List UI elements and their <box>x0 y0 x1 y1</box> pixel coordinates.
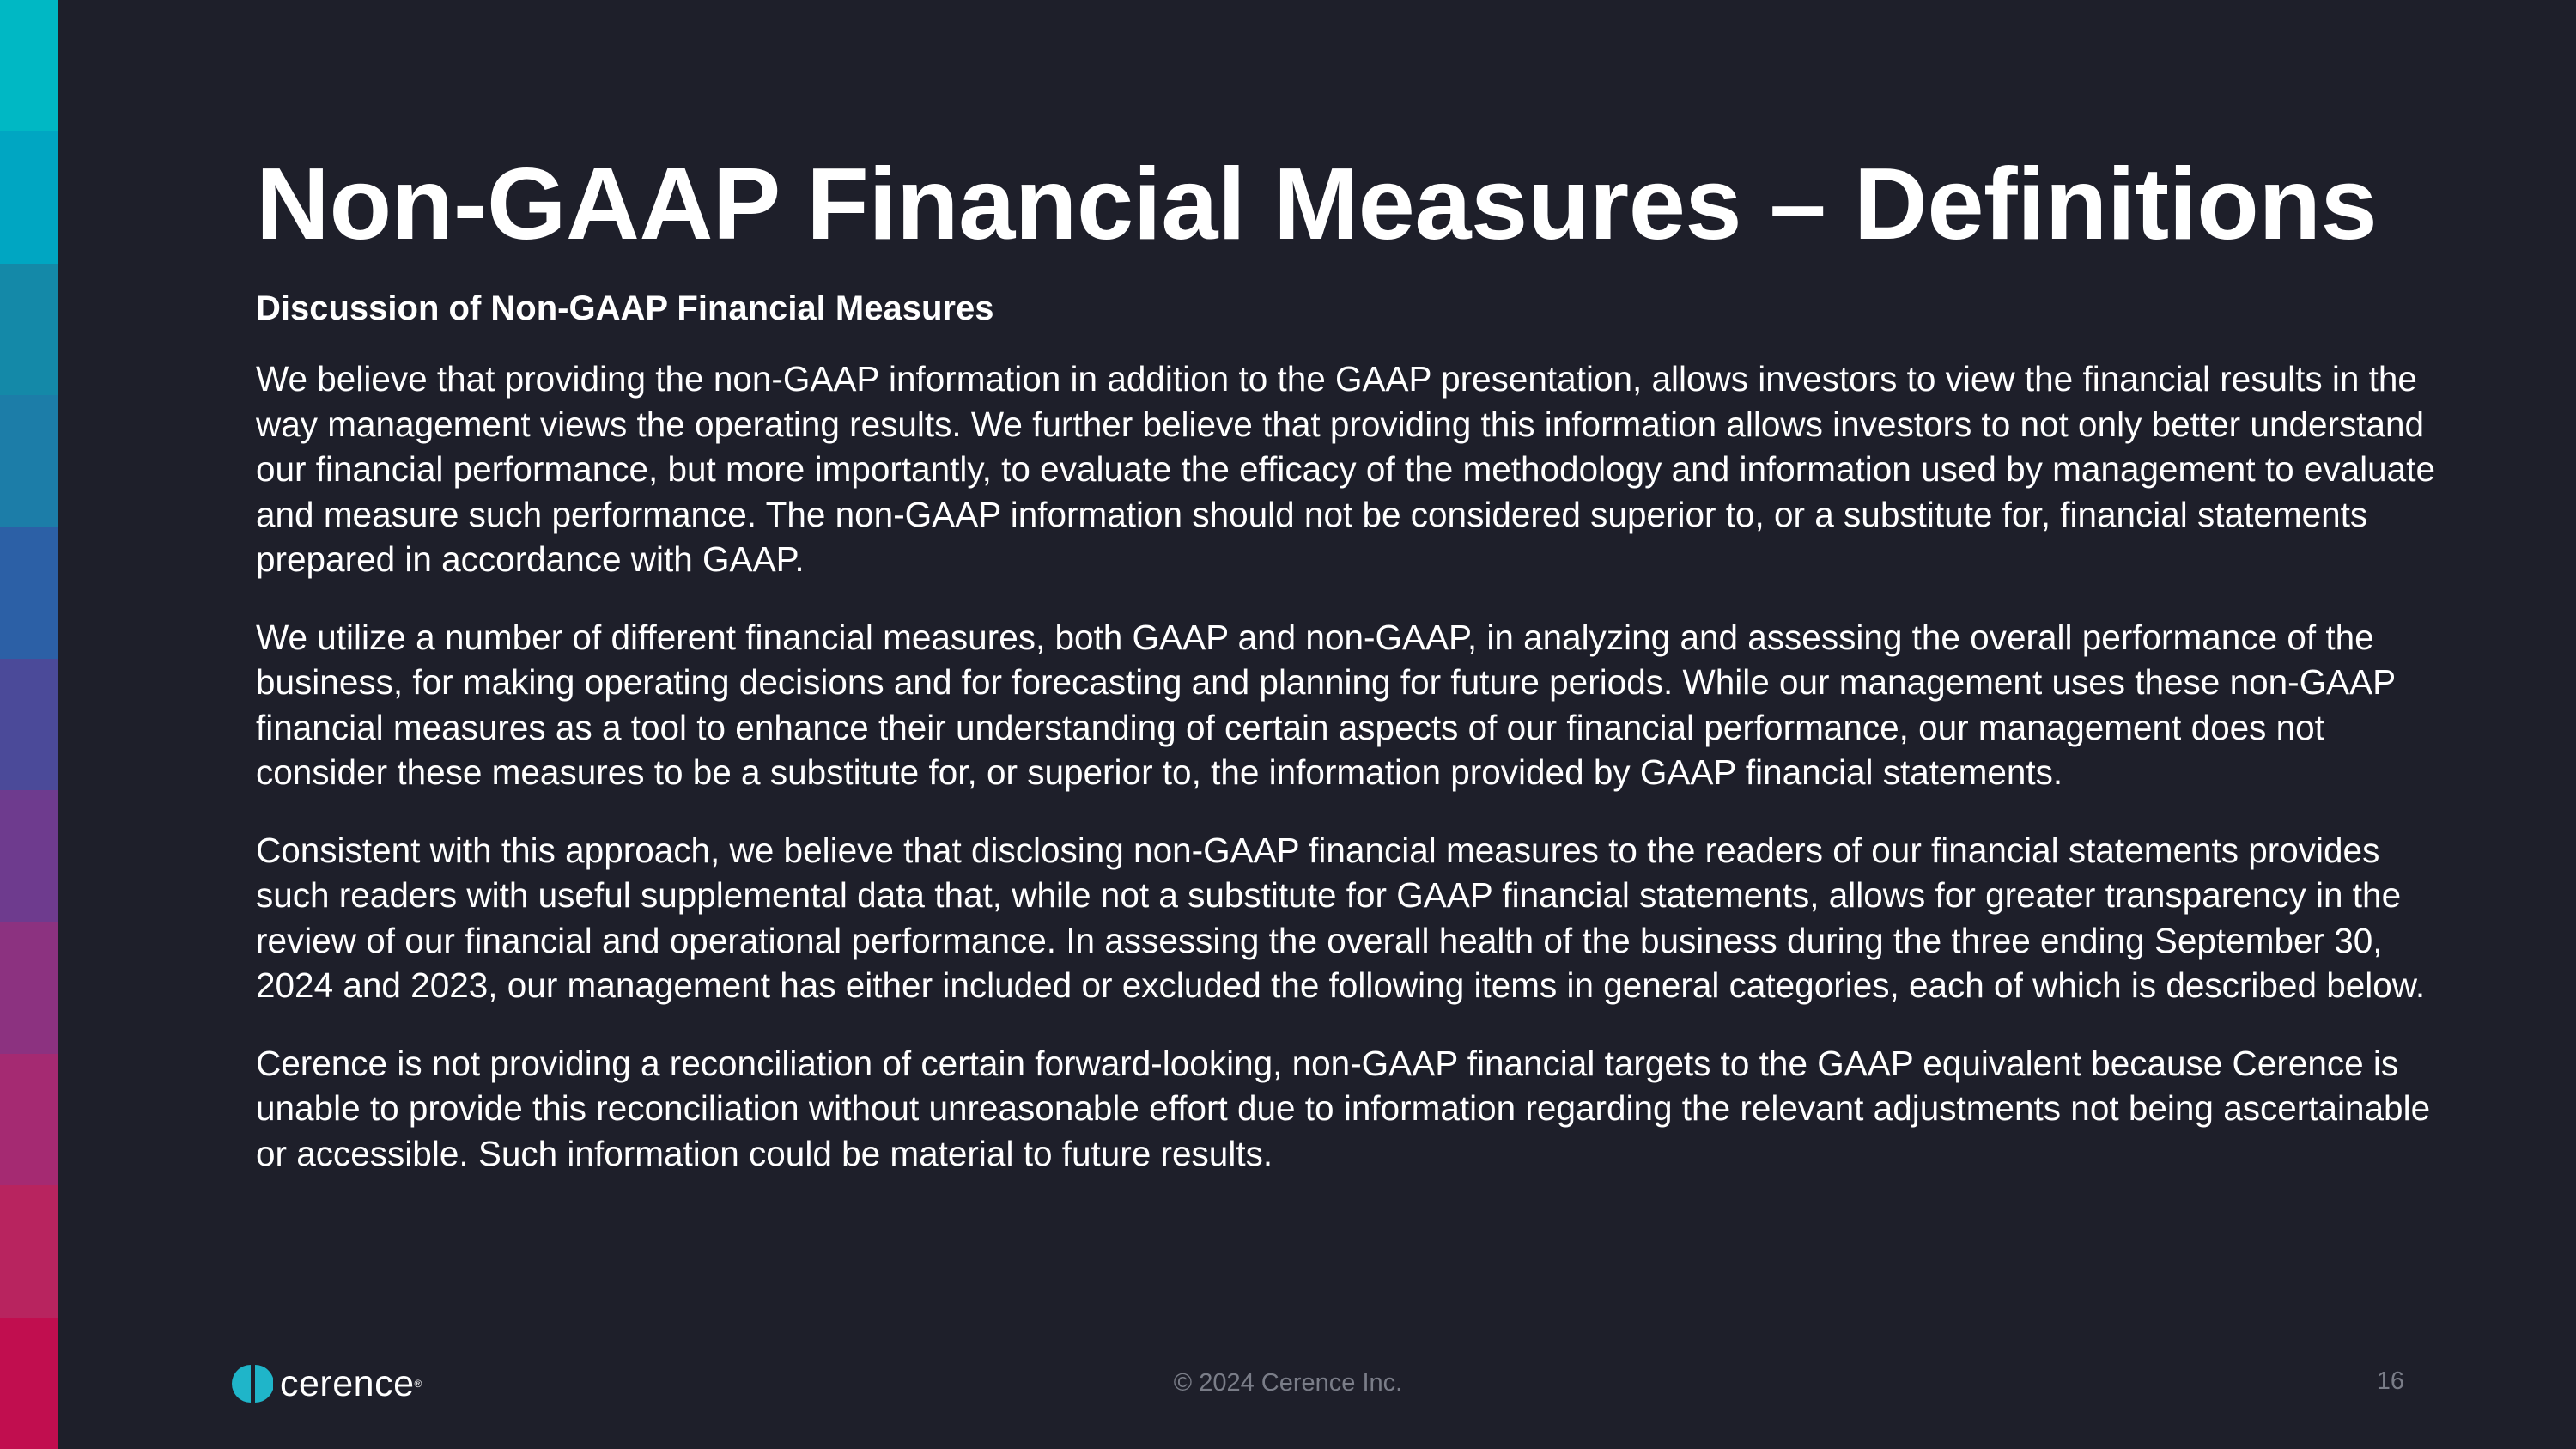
slide-body <box>256 283 2441 1209</box>
slide-title: Non-GAAP Financial Measures – Definitions <box>256 147 2378 261</box>
stripe-segment <box>0 1054 58 1185</box>
page-number: 16 <box>2376 1367 2404 1395</box>
copyright-notice: © 2024 Cerence Inc. <box>1173 1369 1403 1397</box>
stripe-segment <box>0 922 58 1054</box>
paragraph-4: Cerence is not providing a reconciliation of certain forward-looking, non-GAAP financial targets to the GAAP equivalent because Cerence is unable to provide this reconciliation without unreasonable effort due to information regarding the relevant adjustments not being ascertainable or accessible. Such information could be material to future results. <box>256 1043 2431 1173</box>
section-heading: Discussion of Non-GAAP Financial Measures <box>256 289 994 327</box>
paragraph-3: Consistent with this approach, we believe that disclosing non-GAAP financial measures to the readers of our financial statements provides such readers with useful supplemental data that, while not a substitute for GAAP financial statements, allows for greater transparency in the review of our financial and operational performance. In assessing the overall health of the business during the three ending September 30, 2024 and 2023, our management has either included or excluded the following items in general categories, each of which is described below. <box>256 830 2426 1005</box>
stripe-segment <box>0 659 58 790</box>
stripe-segment <box>0 527 58 658</box>
stripe-segment <box>0 264 58 395</box>
stripe-segment <box>0 131 58 263</box>
stripe-segment <box>0 0 58 131</box>
logo-wordmark: cerence <box>280 1363 415 1404</box>
accent-gradient-stripe <box>0 0 58 1449</box>
paragraph-2: We utilize a number of different financial measures, both GAAP and non-GAAP, in analyzing and assessing the overall performance of the business, for making operating decisions and for forecasting and planning for future periods. While our management uses these non-GAAP financial measures as a tool to enhance their understanding of certain aspects of our financial performance, our management does not consider these measures to be a substitute for, or superior to, the information provided by GAAP financial statements. <box>256 617 2396 792</box>
paragraph-1: We believe that providing the non-GAAP information in addition to the GAAP presentation, allows investors to view the financial results in the way management views the operating results. We further believe that providing this information allows investors to not only better understand our financial performance, but more importantly, to evaluate the efficacy of the methodology and information used by management to evaluate and measure such performance. The non-GAAP information should not be considered superior to, or a substitute for, financial statements prepared in accordance with GAAP. <box>256 359 2435 579</box>
stripe-segment <box>0 395 58 527</box>
logo-registered-mark: ® <box>414 1378 422 1390</box>
stripe-segment <box>0 1185 58 1317</box>
stripe-segment <box>0 790 58 922</box>
